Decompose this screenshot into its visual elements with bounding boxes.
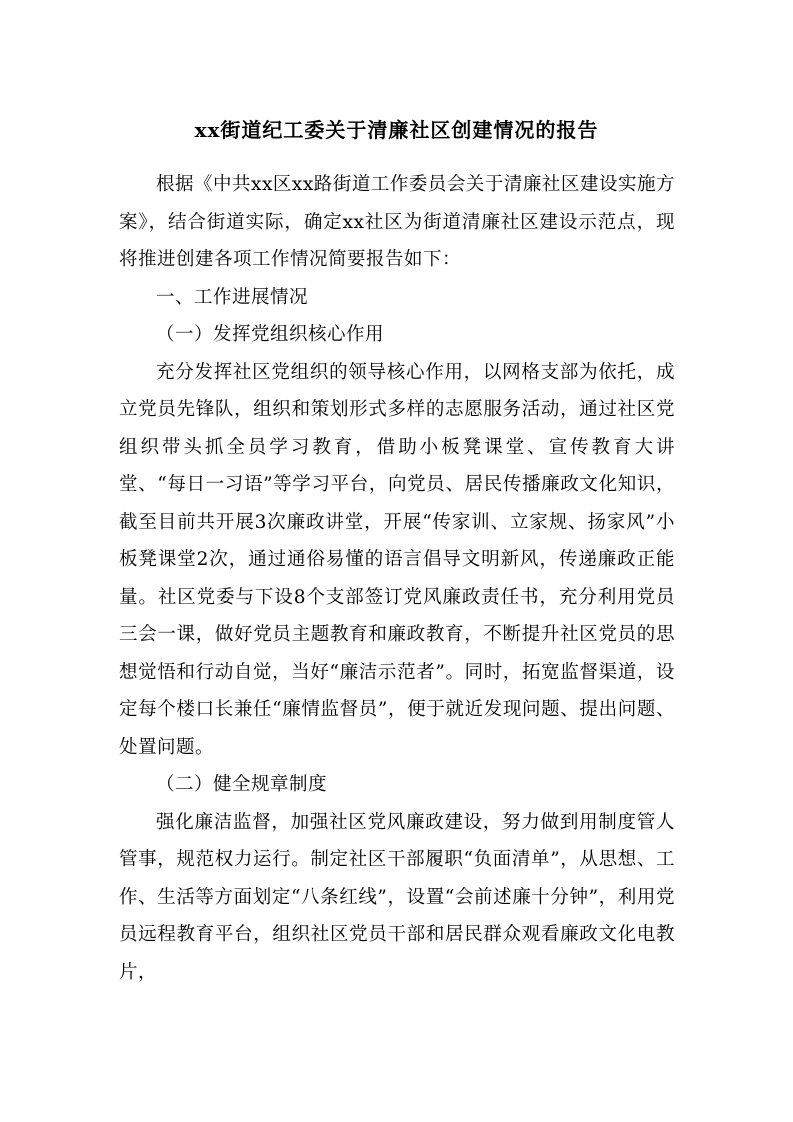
intro-paragraph: 根据《中共xx区xx路街道工作委员会关于清廉社区建设实施方案》，结合街道实际，确定xx社区为街道清廉社区建设示范点，现将推进创建各项工作情况简要报告如下： xyxy=(119,174,675,270)
section-heading-progress: 一、工作进展情况 xyxy=(156,286,309,308)
document-title: xx街道纪工委关于清廉社区创建情况的报告 xyxy=(194,118,599,142)
document-body xyxy=(119,166,675,991)
subsection-heading-party-core: （一）发挥党组织核心作用 xyxy=(156,324,385,345)
rules-paragraph: 强化廉洁监督，加强社区党风廉政建设，努力做到用制度管人管事，规范权力运行。制定社区干部履职“负面清单”，从思想、工作、生活等方面划定“八条红线”，设置“会前述廉十分钟”，利用党员远程教育平台，组织社区党员干部和居民群众观看廉政文化电教片， xyxy=(119,811,675,983)
subsection-heading-rules: （二）健全规章制度 xyxy=(156,774,328,795)
party-core-paragraph: 充分发挥社区党组织的领导核心作用，以网格支部为依托，成立党员先锋队，组织和策划形式多样的志愿服务活动，通过社区党组织带头抓全员学习教育，借助小板凳课堂、宣传教育大讲堂、“每日一习语”等学习平台，向党员、居民传播廉政文化知识，截至目前共开展3次廉政讲堂，开展“传家训、立家规、扬家风”小板凳课堂2次，通过通俗易懂的语言倡导文明新风，传递廉政正能量。社区党委与下设8个支部签订党风廉政责任书，充分利用党员三会一课，做好党员主题教育和廉政教育，不断提升社区党员的思想觉悟和行动自觉，当好“廉洁示范者”。同时，拓宽监督渠道，设定每个楼口长兼任“廉情监督员”，便于就近发现问题、提出问题、处置问题。 xyxy=(119,361,675,758)
